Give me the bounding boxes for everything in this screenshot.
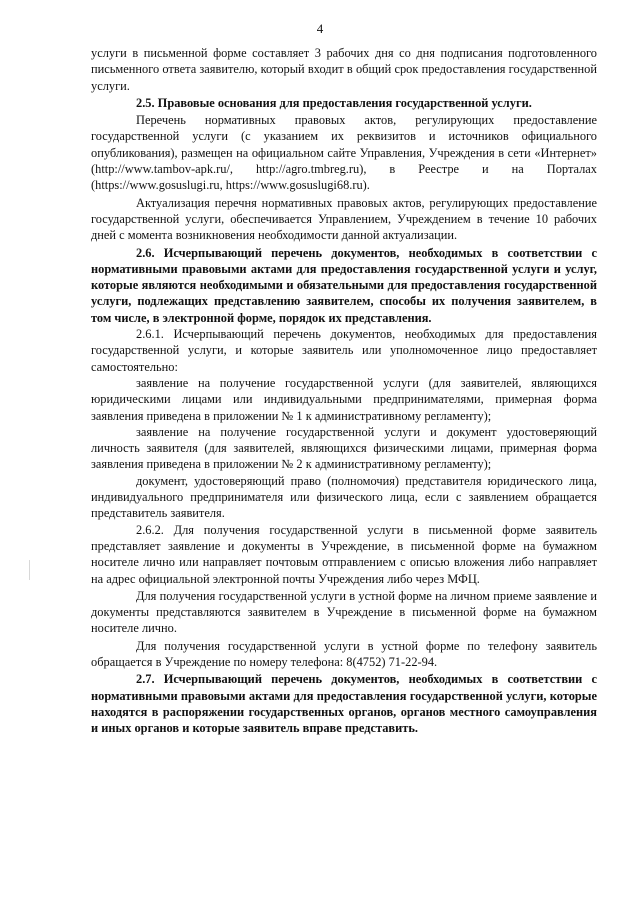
paragraph-application-individuals: заявление на получение государственной услуги и документ удостоверяющий личность заявителя (для заявителей, являющихся физическими лицами, примерная форма заявления приведена в приложении № 2 к административному регламенту);	[91, 424, 597, 472]
paragraph-representative-document: документ, удостоверяющий право (полномочия) представителя юридического лица, индивидуального предпринимателя или физического лица, если с заявлением обращается представитель заявителя.	[91, 473, 597, 521]
page-number: 4	[316, 21, 324, 36]
document-body	[91, 45, 597, 736]
section-heading-2-5: 2.5. Правовые основания для предоставления государственной услуги.	[136, 95, 532, 110]
paragraph-2-6-2: 2.6.2. Для получения государственной услуги в письменной форме заявитель представляет заявление и документы в Учреждение, в письменной форме на бумажном носителе лично или направляет почтовым отправлением с описью вложения либо направляет на адрес официальной электронной почты Учреждения либо через МФЦ.	[91, 522, 597, 586]
paragraph-continuation: услуги в письменной форме составляет 3 рабочих дня со дня подписания подготовленного письменного ответа заявителю, который входит в общий срок предоставления государственной услуги.	[91, 46, 597, 93]
section-heading-2-6: 2.6. Исчерпывающий перечень документов, необходимых в соответствии с нормативными правовыми актами для предоставления государственной услуги и услуг, которые являются необходимыми и обязательными для предоставления государственной услуги, подлежащих представлению заявителем, способы их получения заявителем, в том числе, в электронной форме, порядок их представления.	[91, 245, 597, 325]
paragraph-2-6-1: 2.6.1. Исчерпывающий перечень документов, необходимых для предоставления государственной услуги, и которые заявитель или уполномоченное лицо предоставляет самостоятельно:	[91, 327, 597, 374]
paragraph-legal-acts-list: Перечень нормативных правовых актов, регулирующих предоставление государственной услуги (с указанием их реквизитов и источников официального опубликования), размещен на официальном сайте Управления, Учреждения в сети «Интернет» (http://www.tambov-apk.ru/, http://agro.tmbreg.ru), в Реестре и на Порталах (https://www.gosuslugi.ru, https://www.gosuslugi68.ru).	[91, 113, 597, 193]
paragraph-oral-phone: Для получения государственной услуги в устной форме по телефону заявитель обращается в Учреждение по номеру телефона: 8(4752) 71-22-94.	[91, 638, 597, 669]
paragraph-application-legal-entities: заявление на получение государственной услуги (для заявителей, являющихся юридическими лицами или индивидуальными предпринимателями, примерная форма заявления приведена в приложении № 1 к административному регламенту);	[91, 375, 597, 423]
section-heading-2-7: 2.7. Исчерпывающий перечень документов, необходимых в соответствии с нормативными правовыми актами для предоставления государственной услуги, которые находятся в распоряжении государственных органов, органов местного самоуправления и иных органов и которые заявитель вправе представить.	[91, 672, 597, 736]
margin-scan-mark	[29, 560, 30, 580]
paragraph-actualization: Актуализация перечня нормативных правовых актов, регулирующих предоставление государственной услуги, обеспечивается Управлением, Учреждением в течение 10 рабочих дней с момента возникновения необходимости данной актуализации.	[91, 195, 597, 243]
paragraph-oral-personal: Для получения государственной услуги в устной форме на личном приеме заявление и документы представляются заявителем в Учреждение в письменной форме на бумажном носителе лично.	[91, 588, 597, 636]
